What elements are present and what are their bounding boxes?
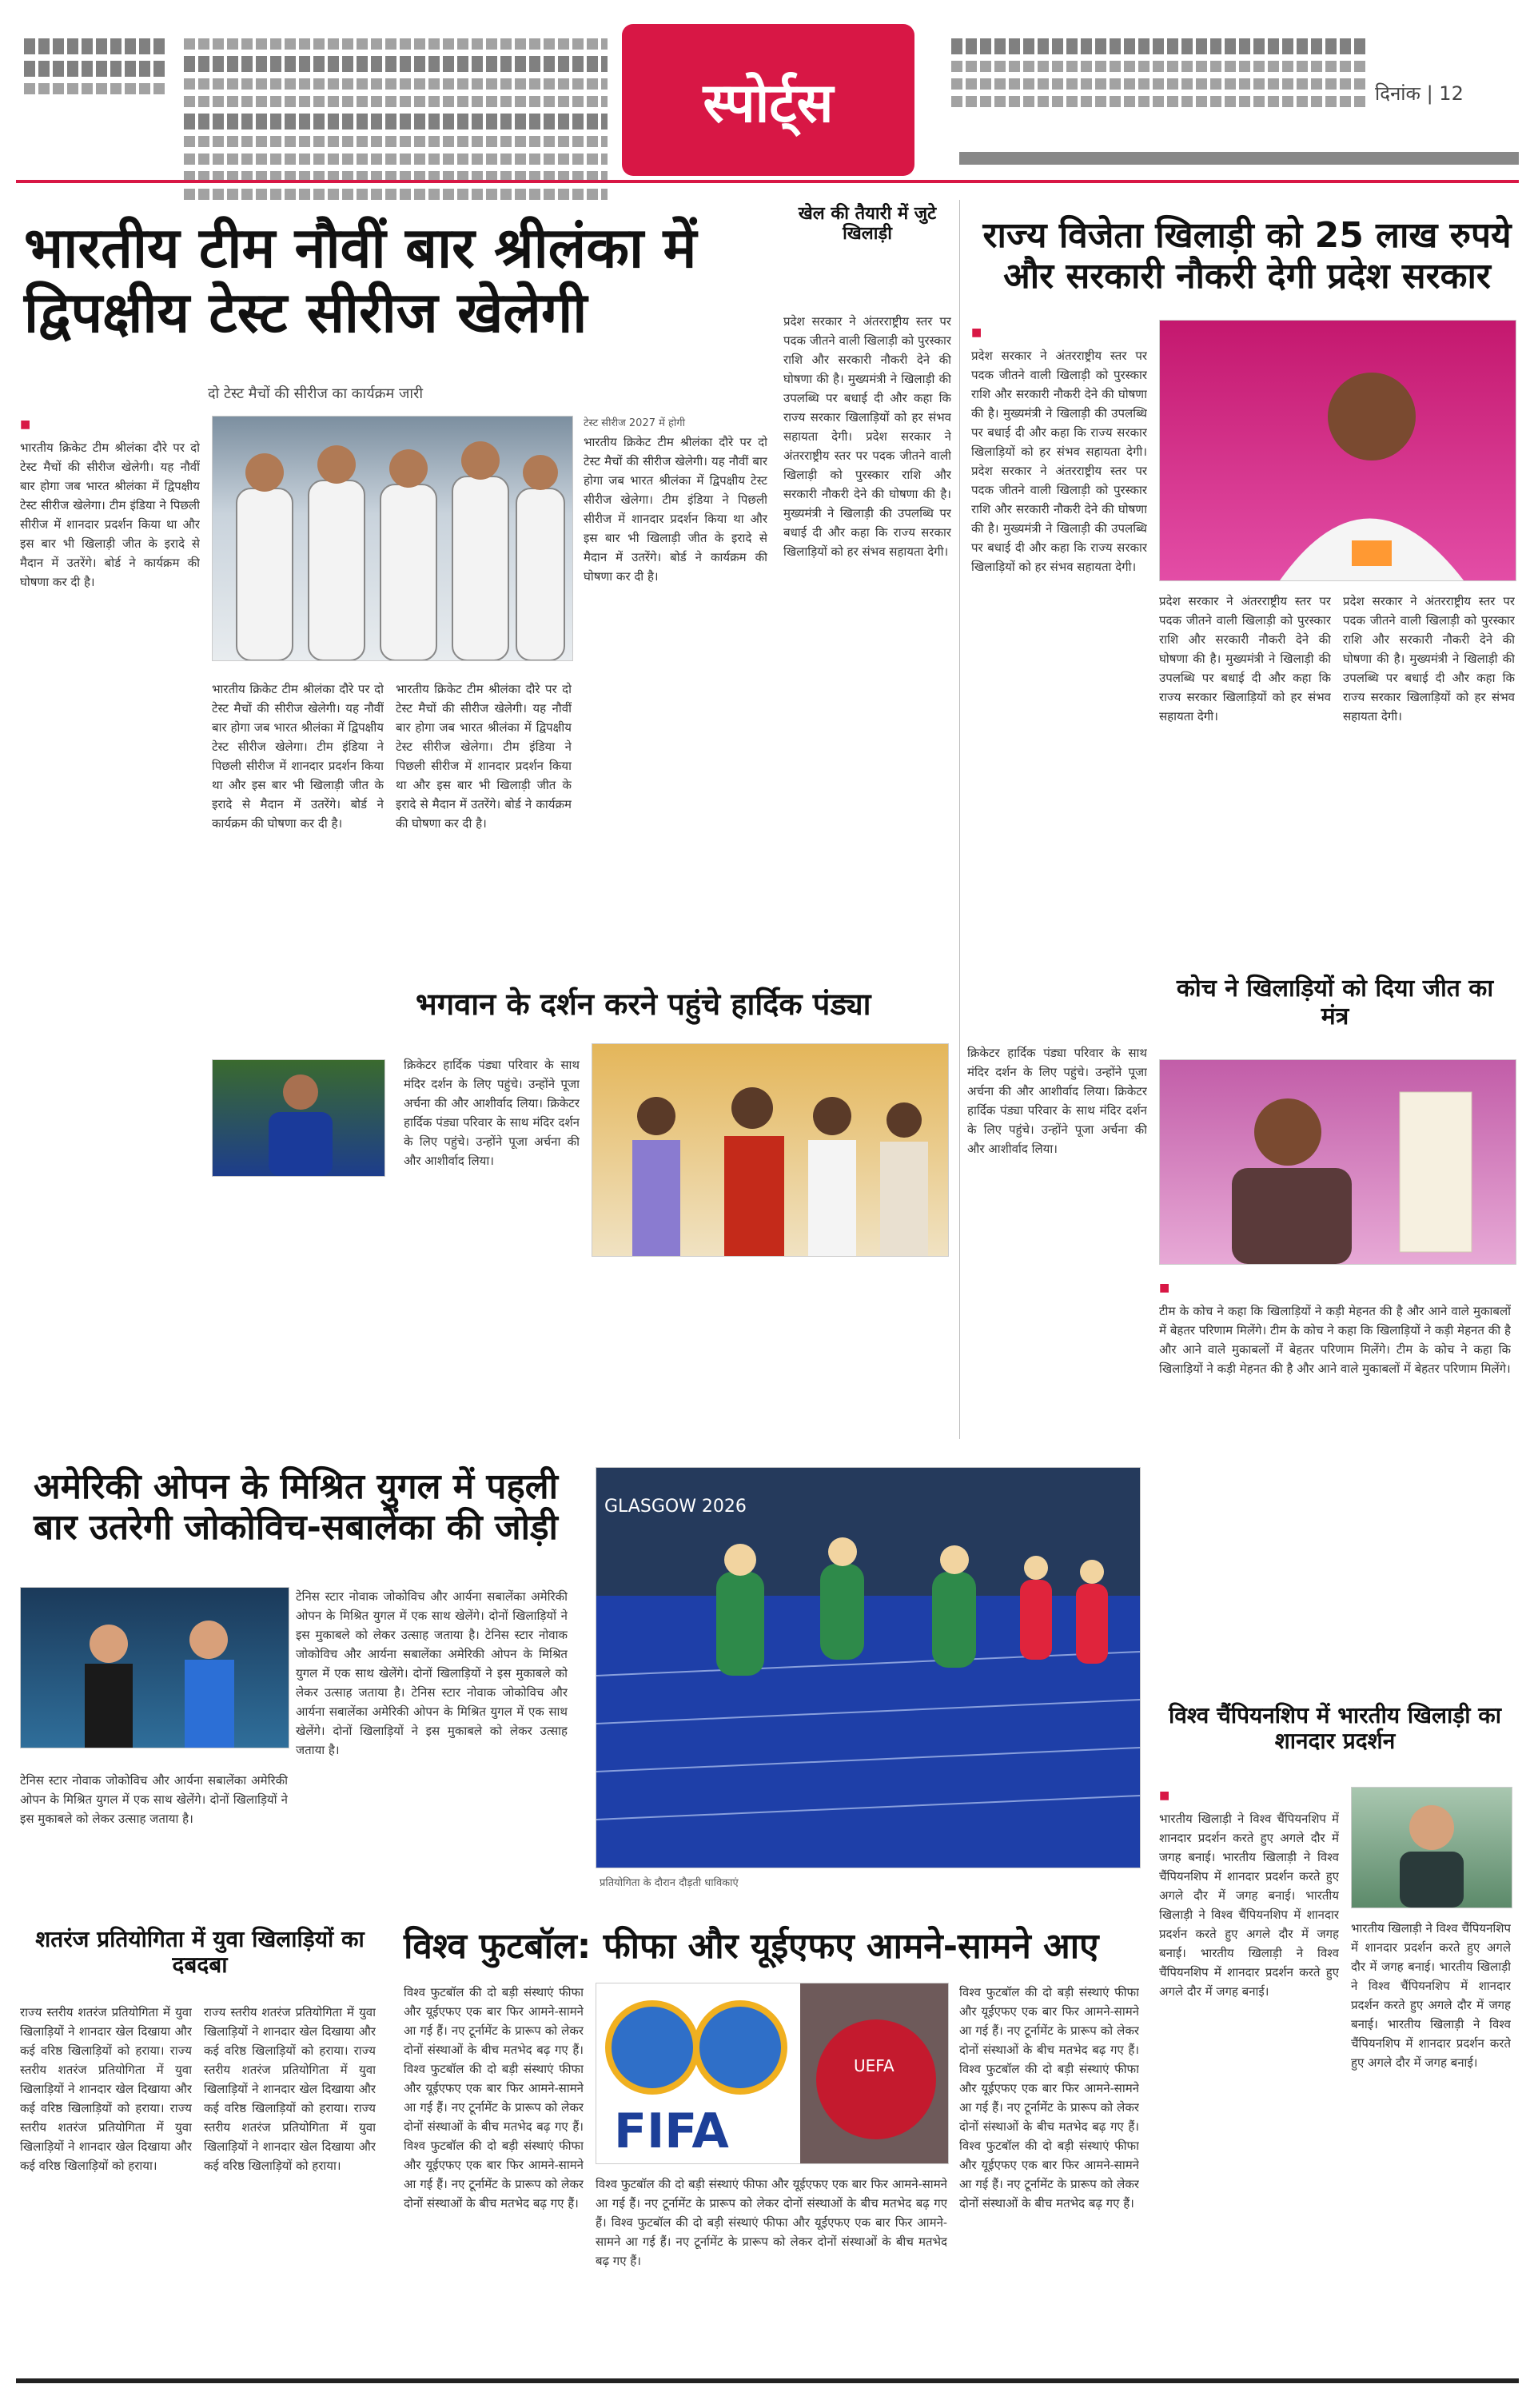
masthead-rule [16, 180, 1519, 183]
right-top-col3: प्रदेश सरकार ने अंतरराष्ट्रीय स्तर पर पदक जीतने वाली खिलाड़ी को पुरस्कार राशि और सरकारी नौकरी देने की घोषणा की है। मुख्यमंत्री ने खिलाड़ी की उपलब्धि पर बधाई दी और कहा कि राज्य सरकार खिलाड़ियों को हर संभव सहायता देगी। [1343, 594, 1515, 724]
player-thumbsup-icon [1352, 1788, 1512, 1908]
hardik-headline: भगवान के दर्शन करने पहुंचे हार्दिक पंड्या [416, 987, 871, 1022]
chess-col2: राज्य स्तरीय शतरंज प्रतियोगिता में युवा खिलाड़ियों ने शानदार खेल दिखाया और कई वरिष्ठ खिलाड़ियों को हराया। राज्य स्तरीय शतरंज प्रतियोगिता में युवा खिलाड़ियों ने शानदार खेल दिखाया और कई वरिष्ठ खिलाड़ियों को हराया। राज्य स्तरीय शतरंज प्रतियोगिता में युवा खिलाड़ियों ने शानदार खेल दिखाया और कई वरिष्ठ खिलाड़ियों को हराया। [204, 2005, 376, 2173]
hardik-text: क्रिकेटर हार्दिक पंड्या परिवार के साथ मंदिर दर्शन के लिए पहुंचे। उन्होंने पूजा अर्चना की और आशीर्वाद लिया। क्रिकेटर हार्दिक पंड्या परिवार के साथ मंदिर दर्शन के लिए पहुंचे। उन्होंने पूजा अर्चना की और आशीर्वाद लिया। [404, 1058, 580, 1168]
top-dark-bar [959, 152, 1519, 165]
fifa-col1: विश्व फुटबॉल की दो बड़ी संस्थाएं फीफा और यूईएफए एक बार फिर आमने-सामने आ गई हैं। नए टूर्नामेंट के प्रारूप को लेकर दोनों संस्थाओं के बीच मतभेद बढ़ गए हैं। विश्व फुटबॉल की दो बड़ी संस्थाएं फीफा और यूईएफए एक बार फिर आमने-सामने आ गई हैं। नए टूर्नामेंट के प्रारूप को लेकर दोनों संस्थाओं के बीच मतभेद बढ़ गए हैं। विश्व फुटबॉल की दो बड़ी संस्थाएं फीफा और यूईएफए एक बार फिर आमने-सामने आ गई हैं। नए टूर्नामेंट के प्रारूप को लेकर दोनों संस्थाओं के बीच मतभेद बढ़ गए हैं। [404, 1985, 584, 2211]
hardik-temple-photo [592, 1043, 949, 1257]
right-teaser [951, 32, 1367, 114]
right-bottom-headline: विश्व चैंपियनशिप में भारतीय खिलाड़ी का शानदार प्रदर्शन [1169, 1702, 1501, 1755]
fifa-headline: विश्व फुटबॉल: फीफा और यूईएफए आमने-सामने आए [404, 1926, 1099, 1967]
main-subhead: दो टेस्ट मैचों की सीरीज का कार्यक्रम जारी [208, 385, 424, 402]
masthead-logo [24, 32, 168, 128]
main-story-col4: टेस्ट सीरीज 2027 में होगी भारतीय क्रिकेट टीम श्रीलंका दौरे पर दो टेस्ट मैचों की सीरीज खेलेगी। यह नौवीं बार होगा जब भारत श्रीलंका में द्विपक्षीय टेस्ट सीरीज खेलेगा। टीम इंडिया ने पिछली सीरीज में शानदार प्रदर्शन किया था और इस बार भी खिलाड़ी जीत के इरादे से मैदान में उतरेंगे। बोर्ड ने कार्यक्रम की घोषणा कर दी है। [584, 417, 767, 584]
hardik-text-right: क्रिकेटर हार्दिक पंड्या परिवार के साथ मंदिर दर्शन के लिए पहुंचे। उन्होंने पूजा अर्चना की और आशीर्वाद लिया। क्रिकेटर हार्दिक पंड्या परिवार के साथ मंदिर दर्शन के लिए पहुंचे। उन्होंने पूजा अर्चना की और आशीर्वाद लिया। [967, 1046, 1147, 1156]
tennis-headline: अमेरिकी ओपन के मिश्रित युगल में पहली बार उतरेगी जोकोविच-सबालेंका की जोड़ी [34, 1466, 558, 1548]
man-figure-icon [1160, 1060, 1516, 1264]
tennis-text: टेनिस स्टार नोवाक जोकोविच और आर्यना सबालेंका अमेरिकी ओपन के मिश्रित युगल में एक साथ खेलेंगे। दोनों खिलाड़ियों ने इस मुकाबले को लेकर उत्साह जताया है। टेनिस स्टार नोवाक जोकोविच और आर्यना सबालेंका अमेरिकी ओपन के मिश्रित युगल में एक साथ खेलेंगे। दोनों खिलाड़ियों ने इस मुकाबले को लेकर उत्साह जताया है। टेनिस स्टार नोवाक जोकोविच और आर्यना सबालेंका अमेरिकी ओपन के मिश्रित युगल में एक साथ खेलेंगे। दोनों खिलाड़ियों ने इस मुकाबले को लेकर उत्साह जताया है। [296, 1589, 568, 1757]
logo-sub [24, 83, 168, 94]
right-top-col1: ■ प्रदेश सरकार ने अंतरराष्ट्रीय स्तर पर पदक जीतने वाली खिलाड़ी को पुरस्कार राशि और सरकारी नौकरी देने की घोषणा की है। मुख्यमंत्री ने खिलाड़ी की उपलब्धि पर बधाई दी और कहा कि राज्य सरकार खिलाड़ियों को हर संभव सहायता देगी। प्रदेश सरकार ने अंतरराष्ट्रीय स्तर पर पदक जीतने वाली खिलाड़ी को पुरस्कार राशि और सरकारी नौकरी देने की घोषणा की है। मुख्यमंत्री ने खिलाड़ी की उपलब्धि पर बधाई दी और कहा कि राज्य सरकार खिलाड़ियों को हर संभव सहायता देगी। [971, 326, 1147, 575]
fifa-logo-icon [596, 1983, 948, 2163]
chess-headline: शतरंज प्रतियोगिता में युवा खिलाड़ियों का दबदबा [35, 1926, 365, 1979]
right-top-headline: राज्य विजेता खिलाड़ी को 25 लाख रुपये और सरकारी नौकरी देगी प्रदेश सरकार [982, 215, 1512, 297]
section-tab [622, 24, 914, 176]
middle-headline: खेल की तैयारी में जुटे खिलाड़ी [798, 204, 937, 245]
fifa-col2: विश्व फुटबॉल की दो बड़ी संस्थाएं फीफा और यूईएफए एक बार फिर आमने-सामने आ गई हैं। नए टूर्नामेंट के प्रारूप को लेकर दोनों संस्थाओं के बीच मतभेद बढ़ गए हैं। विश्व फुटबॉल की दो बड़ी संस्थाएं फीफा और यूईएफए एक बार फिर आमने-सामने आ गई हैं। नए टूर्नामेंट के प्रारूप को लेकर दोनों संस्थाओं के बीच मतभेद बढ़ गए हैं। विश्व फुटबॉल की दो बड़ी संस्थाएं फीफा और यूईएफए एक बार फिर आमने-सामने आ गई हैं। नए टूर्नामेंट के प्रारूप को लेकर दोनों संस्थाओं के बीच मतभेद बढ़ गए हैं। [959, 1985, 1139, 2211]
coach-photo [1159, 1059, 1516, 1265]
right-bottom-col1: ■ भारतीय खिलाड़ी ने विश्व चैंपियनशिप में शानदार प्रदर्शन करते हुए अगले दौर में जगह बनाई। भारतीय खिलाड़ी ने विश्व चैंपियनशिप में शानदार प्रदर्शन करते हुए अगले दौर में जगह बनाई। भारतीय खिलाड़ी ने विश्व चैंपियनशिप में शानदार प्रदर्शन करते हुए अगले दौर में जगह बनाई। भारतीय खिलाड़ी ने विश्व चैंपियनशिप में शानदार प्रदर्शन करते हुए अगले दौर में जगह बनाई। [1159, 1789, 1339, 1999]
page-number: 12 [1439, 82, 1464, 105]
coach-inset-photo [212, 1059, 385, 1177]
athletics-photo [596, 1467, 1141, 1868]
fifa-logo-text: FIFA [614, 2103, 729, 2159]
footer-rule [16, 2378, 1519, 2383]
main-headline: भारतीय टीम नौवीं बार श्रीलंका में द्विपक्षीय टेस्ट सीरीज खेलेगी [24, 215, 697, 345]
right-bottom-photo [1351, 1787, 1512, 1908]
main-story-col1: ■ भारतीय क्रिकेट टीम श्रीलंका दौरे पर दो टेस्ट मैचों की सीरीज खेलेगी। यह नौवीं बार होगा जब भारत श्रीलंका में द्विपक्षीय टेस्ट सीरीज खेलेगा। टीम इंडिया ने पिछली सीरीज में शानदार प्रदर्शन किया था और इस बार भी खिलाड़ी जीत के इरादे से मैदान में उतरेंगे। बोर्ड ने कार्यक्रम की घोषणा कर दी है। [20, 416, 200, 1215]
judo-athlete-photo [1159, 320, 1516, 581]
runners-icon [596, 1468, 1140, 1868]
column-rule [959, 200, 960, 1439]
coach-text: ■ टीम के कोच ने कहा कि खिलाड़ियों ने कड़ी मेहनत की है और आने वाले मुकाबलों में बेहतर परिणाम मिलेंगे। टीम के कोच ने कहा कि खिलाड़ियों ने कड़ी मेहनत की है और आने वाले मुकाबलों में बेहतर परिणाम मिलेंगे। टीम के कोच ने कहा कि खिलाड़ियों ने कड़ी मेहनत की है और आने वाले मुकाबलों में बेहतर परिणाम मिलेंगे। [1159, 1282, 1511, 1377]
date-label: दिनांक [1375, 82, 1420, 105]
right-bottom-col2: भारतीय खिलाड़ी ने विश्व चैंपियनशिप में शानदार प्रदर्शन करते हुए अगले दौर में जगह बनाई। भारतीय खिलाड़ी ने विश्व चैंपियनशिप में शानदार प्रदर्शन करते हुए अगले दौर में जगह बनाई। भारतीय खिलाड़ी ने विश्व चैंपियनशिप में शानदार प्रदर्शन करते हुए अगले दौर में जगह बनाई। [1351, 1921, 1511, 2070]
chess-col1: राज्य स्तरीय शतरंज प्रतियोगिता में युवा खिलाड़ियों ने शानदार खेल दिखाया और कई वरिष्ठ खिलाड़ियों को हराया। राज्य स्तरीय शतरंज प्रतियोगिता में युवा खिलाड़ियों ने शानदार खेल दिखाया और कई वरिष्ठ खिलाड़ियों को हराया। राज्य स्तरीय शतरंज प्रतियोगिता में युवा खिलाड़ियों ने शानदार खेल दिखाया और कई वरिष्ठ खिलाड़ियों को हराया। [20, 2005, 192, 2173]
logo-top [24, 38, 168, 54]
logo-main [24, 61, 168, 77]
person-icon [213, 1060, 384, 1176]
tennis-figures-icon [21, 1588, 289, 1748]
inset-caption: टेस्ट सीरीज 2027 में होगी [584, 417, 685, 429]
main-byline: ■ [20, 418, 31, 431]
athletics-photo-text: GLASGOW 2026 [604, 1497, 747, 1517]
date-box: दिनांक | 12 [1375, 82, 1464, 105]
tennis-text-below: टेनिस स्टार नोवाक जोकोविच और आर्यना सबालेंका अमेरिकी ओपन के मिश्रित युगल में एक साथ खेलेंगे। दोनों खिलाड़ियों ने इस मुकाबले को लेकर उत्साह जताया है। [20, 1773, 288, 1826]
athlete-figure-icon [1160, 321, 1516, 580]
middle-column-text: प्रदेश सरकार ने अंतरराष्ट्रीय स्तर पर पदक जीतने वाली खिलाड़ी को पुरस्कार राशि और सरकारी नौकरी देने की घोषणा की है। मुख्यमंत्री ने खिलाड़ी की उपलब्धि पर बधाई दी और कहा कि राज्य सरकार खिलाड़ियों को हर संभव सहायता देगी। प्रदेश सरकार ने अंतरराष्ट्रीय स्तर पर पदक जीतने वाली खिलाड़ी को पुरस्कार राशि और सरकारी नौकरी देने की घोषणा की है। मुख्यमंत्री ने खिलाड़ी की उपलब्धि पर बधाई दी और कहा कि राज्य सरकार खिलाड़ियों को हर संभव सहायता देगी। [783, 314, 951, 559]
people-group-icon [592, 1044, 948, 1256]
right-top-col2: प्रदेश सरकार ने अंतरराष्ट्रीय स्तर पर पदक जीतने वाली खिलाड़ी को पुरस्कार राशि और सरकारी नौकरी देने की घोषणा की है। मुख्यमंत्री ने खिलाड़ी की उपलब्धि पर बधाई दी और कहा कि राज्य सरकार खिलाड़ियों को हर संभव सहायता देगी। [1159, 594, 1331, 724]
coach-headline: कोच ने खिलाड़ियों को दिया जीत का मंत्र [1176, 975, 1494, 1031]
uefa-logo-text: UEFA [854, 2056, 895, 2075]
fifa-uefa-logos [596, 1983, 949, 2164]
main-story-col3: भारतीय क्रिकेट टीम श्रीलंका दौरे पर दो टेस्ट मैचों की सीरीज खेलेगी। यह नौवीं बार होगा जब भारत श्रीलंका में द्विपक्षीय टेस्ट सीरीज खेलेगा। टीम इंडिया ने पिछली सीरीज में शानदार प्रदर्शन किया था और इस बार भी खिलाड़ी जीत के इरादे से मैदान में उतरेंगे। बोर्ड ने कार्यक्रम की घोषणा कर दी है। [396, 682, 572, 831]
tennis-players-photo [20, 1587, 289, 1748]
athletics-caption: प्रतियोगिता के दौरान दौड़ती धाविकाएं [600, 1877, 739, 1889]
players-figures-icon [213, 417, 572, 660]
section-label: स्पोर्ट्स [703, 71, 834, 135]
cricket-team-photo [212, 416, 573, 661]
fifa-col3: विश्व फुटबॉल की दो बड़ी संस्थाएं फीफा और यूईएफए एक बार फिर आमने-सामने आ गई हैं। नए टूर्नामेंट के प्रारूप को लेकर दोनों संस्थाओं के बीच मतभेद बढ़ गए हैं। विश्व फुटबॉल की दो बड़ी संस्थाएं फीफा और यूईएफए एक बार फिर आमने-सामने आ गई हैं। नए टूर्नामेंट के प्रारूप को लेकर दोनों संस्थाओं के बीच मतभेद बढ़ गए हैं। [596, 2177, 947, 2268]
main-story-col2: भारतीय क्रिकेट टीम श्रीलंका दौरे पर दो टेस्ट मैचों की सीरीज खेलेगी। यह नौवीं बार होगा जब भारत श्रीलंका में द्विपक्षीय टेस्ट सीरीज खेलेगा। टीम इंडिया ने पिछली सीरीज में शानदार प्रदर्शन किया था और इस बार भी खिलाड़ी जीत के इरादे से मैदान में उतरेंगे। बोर्ड ने कार्यक्रम की घोषणा कर दी है। [212, 682, 384, 831]
